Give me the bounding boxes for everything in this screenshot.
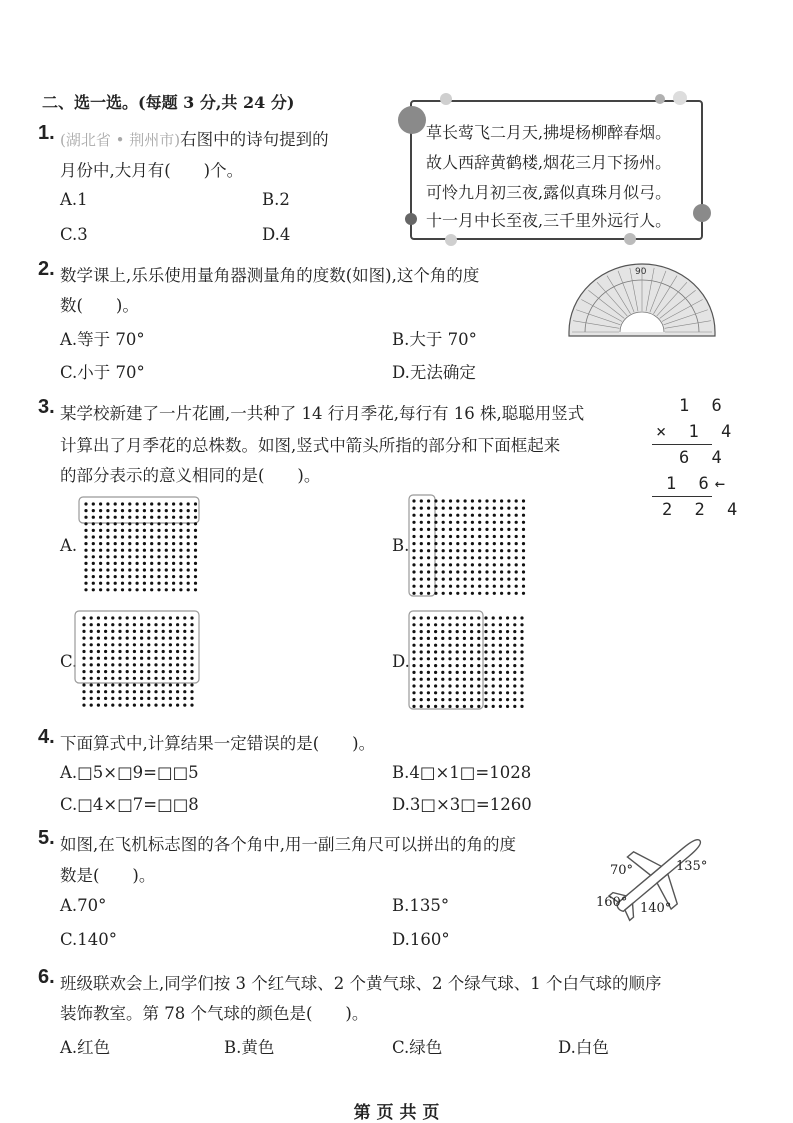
angle-label-160: 160° <box>596 895 628 910</box>
question-5-text-1: 如图,在飞机标志图的各个角中,用一副三角尺可以拼出的角的度 <box>60 835 516 854</box>
question-1-option-c[interactable]: C.3 <box>60 225 88 244</box>
poem-line-2: 故人西辞黄鹤楼,烟花三月下扬州。 <box>426 153 672 172</box>
question-6-option-c[interactable]: C.绿色 <box>392 1038 443 1057</box>
question-1-option-d[interactable]: D.4 <box>262 225 291 244</box>
dot-grid-c <box>74 610 202 710</box>
calc-row-2: × 1 4 <box>656 422 738 442</box>
poem-decoration-dot <box>624 233 636 245</box>
dot-grid-d <box>408 610 526 712</box>
poem-decoration-dot <box>445 234 457 246</box>
question-1-source: (湖北省 • 荆州市) <box>60 131 181 149</box>
poem-box <box>410 100 703 240</box>
question-2-number: 2. <box>38 258 55 280</box>
question-4-option-d[interactable]: D.3□×3□=1260 <box>392 795 532 814</box>
question-5-option-a[interactable]: A.70° <box>60 896 107 915</box>
question-1-line-1 <box>60 126 329 150</box>
airplane-icon <box>596 826 720 922</box>
question-6-number: 6. <box>38 966 55 988</box>
question-5-number: 5. <box>38 827 55 849</box>
question-3-text-1: 某学校新建了一片花圃,一共种了 14 行月季花,每行有 16 株,聪聪用竖式 <box>60 404 585 423</box>
poem-line-3: 可怜九月初三夜,露似真珠月似弓。 <box>426 183 672 202</box>
question-5-option-c[interactable]: C.140° <box>60 930 118 949</box>
question-2-text-1: 数学课上,乐乐使用量角器测量角的度数(如图),这个角的度 <box>60 266 480 285</box>
poem-decoration-dot <box>405 213 417 225</box>
question-6-option-b[interactable]: B.黄色 <box>224 1038 275 1057</box>
calc-divider <box>652 444 712 445</box>
question-5-option-d[interactable]: D.160° <box>392 930 450 949</box>
poem-decoration-dot <box>398 106 426 134</box>
poem-line-4: 十一月中长至夜,三千里外远行人。 <box>426 211 672 230</box>
question-2-option-b[interactable]: B.大于 70° <box>392 330 477 349</box>
calc-row-1: 1 6 <box>679 396 728 416</box>
question-6-text-2: 装饰教室。第 78 个气球的颜色是( )。 <box>60 1004 369 1023</box>
question-1-text-1: 右图中的诗句提到的 <box>180 130 329 149</box>
question-4-option-b[interactable]: B.4□×1□=1028 <box>392 763 532 782</box>
question-3-option-c[interactable]: C. <box>60 652 78 671</box>
question-3-text-3: 的部分表示的意义相同的是( )。 <box>60 466 321 485</box>
poem-line-1: 草长莺飞二月天,拂堤杨柳醉春烟。 <box>426 123 672 142</box>
question-4-option-a[interactable]: A.□5×□9=□□5 <box>60 763 199 782</box>
angle-label-70: 70° <box>610 863 634 878</box>
calc-row-5: 2 2 4 <box>662 500 744 520</box>
question-1-option-b[interactable]: B.2 <box>262 190 290 209</box>
poem-decoration-dot <box>655 94 665 104</box>
question-3-text-2: 计算出了月季花的总株数。如图,竖式中箭头所指的部分和下面框起来 <box>60 436 561 455</box>
question-2-text-2: 数( )。 <box>60 296 139 315</box>
question-3-option-b[interactable]: B. <box>392 536 410 555</box>
question-6-text-1: 班级联欢会上,同学们按 3 个红气球、2 个黄气球、2 个绿气球、1 个白气球的顺序 <box>60 974 662 993</box>
page-footer: 第 页 共 页 <box>353 1103 440 1123</box>
question-5-option-b[interactable]: B.135° <box>392 896 450 915</box>
calc-row-4: 1 6← <box>666 474 725 494</box>
question-5-text-2: 数是( )。 <box>60 866 156 885</box>
poem-decoration-dot <box>673 91 687 105</box>
calc-divider <box>652 496 712 497</box>
question-3-number: 3. <box>38 396 55 418</box>
question-2-option-d[interactable]: D.无法确定 <box>392 363 476 382</box>
question-4-option-c[interactable]: C.□4×□7=□□8 <box>60 795 199 814</box>
question-3-option-d[interactable]: D. <box>392 652 410 671</box>
question-4-number: 4. <box>38 726 55 748</box>
question-1-text-2: 月份中,大月有( )个。 <box>60 161 244 180</box>
question-2-option-c[interactable]: C.小于 70° <box>60 363 145 382</box>
question-6-option-a[interactable]: A.红色 <box>60 1038 111 1057</box>
calc-arrow: ← <box>714 474 725 494</box>
dot-grid-a <box>78 496 203 596</box>
question-4-text: 下面算式中,计算结果一定错误的是( )。 <box>60 734 376 753</box>
protractor-label: 90 <box>635 267 647 277</box>
question-2-option-a[interactable]: A.等于 70° <box>60 330 145 349</box>
poem-decoration-dot <box>440 93 452 105</box>
question-3-option-a[interactable]: A. <box>60 536 78 555</box>
poem-decoration-dot <box>693 204 711 222</box>
question-6-option-d[interactable]: D.白色 <box>558 1038 609 1057</box>
section-title: 二、选一选。(每题 3 分,共 24 分) <box>42 93 295 112</box>
protractor-image <box>565 260 720 338</box>
question-1-number: 1. <box>38 122 55 144</box>
question-1-option-a[interactable]: A.1 <box>60 190 88 209</box>
angle-label-140: 140° <box>640 901 672 916</box>
dot-grid-b <box>408 494 526 598</box>
calc-row-3: 6 4 <box>679 448 728 468</box>
angle-label-135: 135° <box>676 859 708 874</box>
